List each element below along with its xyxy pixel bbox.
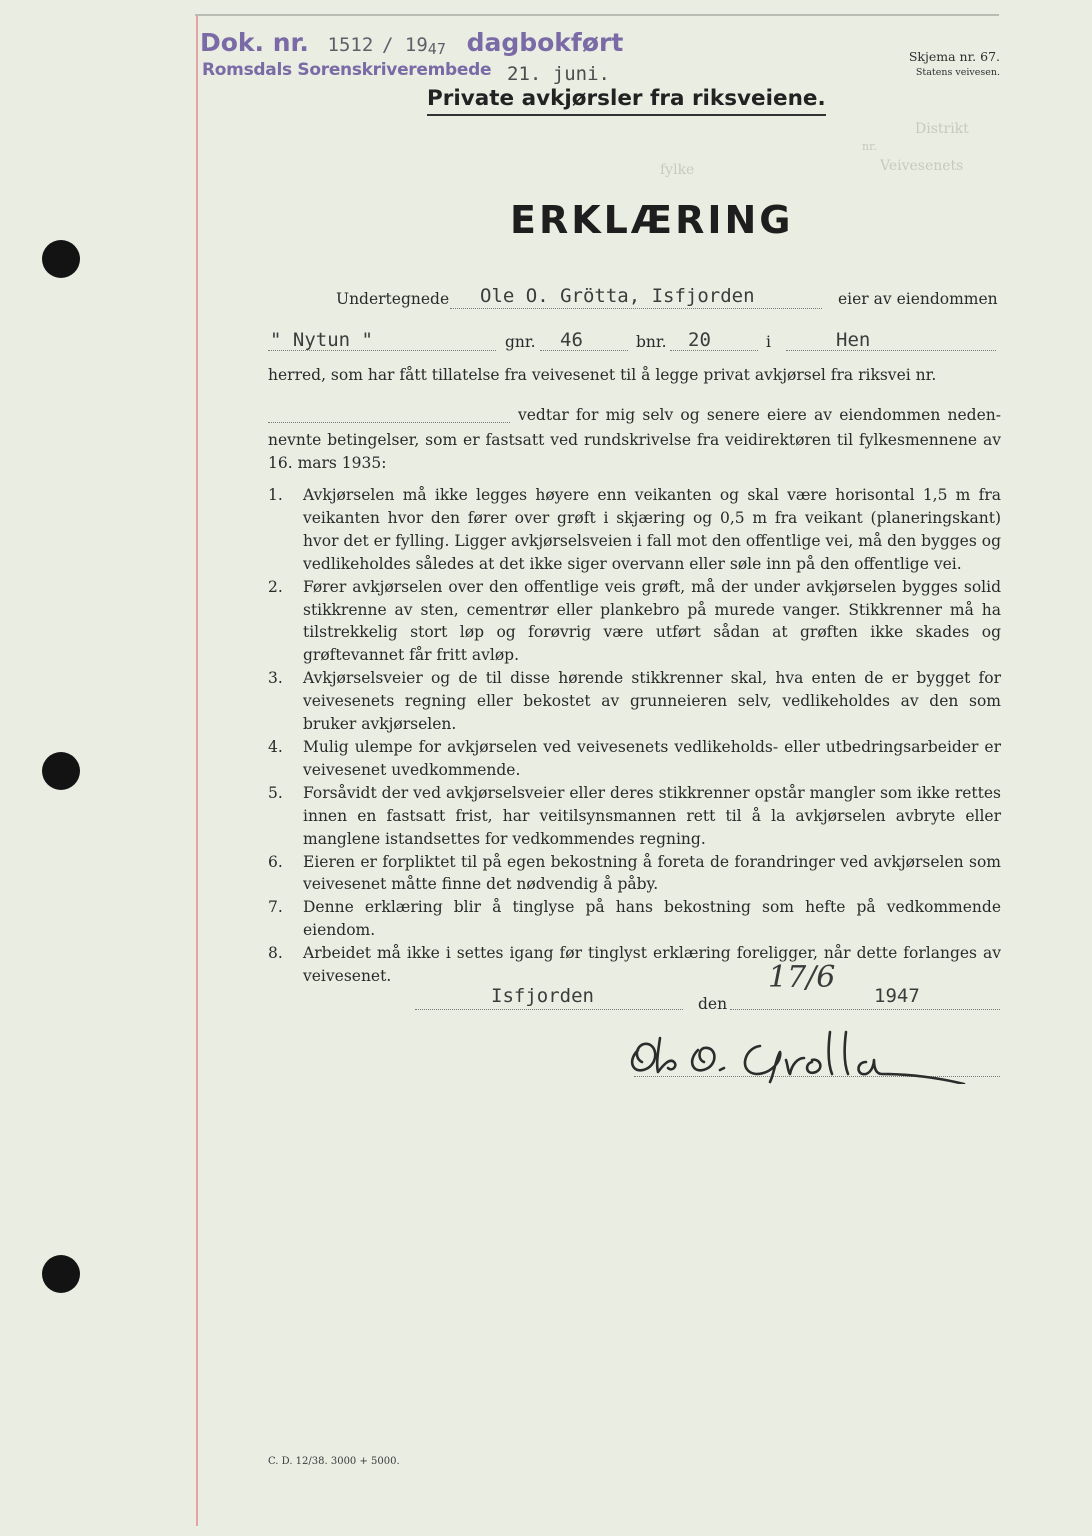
condition-text: Arbeidet må ikke i settes igang før tinglyst erklæring foreligger, når dette forlanges av veivesenet. [303, 944, 1001, 986]
condition-text: Denne erklæring blir å tinglyse på hans bekostning som hefte på vedkommende eiendom. [303, 898, 1001, 940]
punch-hole [42, 1255, 80, 1293]
owner-label: eier av eiendommen [838, 290, 998, 308]
declarant-name: Ole O. Grötta, Isfjorden [480, 285, 755, 307]
stamp-doc-number: 1512 [327, 34, 374, 56]
stamp-status: dagbokført [466, 28, 624, 57]
condition-item [268, 667, 1001, 736]
bnr-value: 20 [688, 329, 711, 351]
signing-date: 17/6 [768, 960, 836, 995]
condition-item [268, 576, 1001, 668]
condition-number: 5. [268, 783, 283, 802]
condition-number: 2. [268, 577, 283, 596]
condition-item [268, 896, 1001, 942]
condition-item [268, 851, 1001, 897]
municipality-dotted-line [786, 350, 996, 351]
condition-number: 4. [268, 737, 283, 756]
conditions-list [268, 484, 1001, 988]
gnr-label: gnr. [505, 333, 536, 351]
punch-hole [42, 752, 80, 790]
registration-stamp [200, 28, 623, 58]
stamp-label: Dok. nr. [200, 28, 309, 57]
conditions-intro: nevnte betingelser, som er fastsatt ved rundskrivelse fra veidirektøren til fylkesmennene av 16. mars 1935: [268, 431, 1001, 472]
punch-hole [42, 240, 80, 278]
stamp-date: 21. juni. [507, 63, 610, 85]
name-dotted-line [450, 308, 822, 309]
signing-place: Isfjorden [491, 985, 594, 1007]
condition-text: Eieren er forpliktet til på egen bekostning å foreta de forandringer ved avkjørselen som veivesenet måtte finne det nødvendig å påby. [303, 852, 1001, 894]
date-dotted-line [730, 1009, 1000, 1010]
form-print-code: C. D. 12/38. 3000 + 5000. [268, 1456, 400, 1467]
gnr-dotted-line [540, 350, 628, 351]
den-label: den [698, 995, 728, 1013]
place-dotted-line [415, 1009, 683, 1010]
permission-line: herred, som har fått tillatelse fra veivesenet til å legge privat avkjørsel fra riksvei nr. [268, 366, 937, 384]
signing-year: 1947 [874, 985, 920, 1007]
condition-text: Avkjørselsveier og de til disse hørende stikkrenner skal, hva enten de er bygget for veivesenets regning eller bekostet av grunneieren selv, vedlikeholdes av den som bruker avkjørselen. [303, 669, 1001, 734]
bnr-label: bnr. [636, 333, 667, 351]
road-number-dotted-line [268, 422, 510, 423]
condition-number: 8. [268, 944, 283, 963]
faint-text: fylke [660, 162, 695, 178]
i-label: i [766, 333, 771, 351]
form-number [909, 48, 1000, 80]
undertegnede-label: Undertegnede [336, 290, 450, 308]
property-name: " Nytun " [270, 329, 373, 351]
municipality-value: Hen [836, 329, 871, 351]
condition-item [268, 942, 1001, 988]
faint-text: Distrikt [915, 121, 969, 137]
faint-text: nr. [862, 140, 877, 153]
condition-number: 6. [268, 852, 283, 871]
condition-item [268, 484, 1001, 576]
document-title: ERKLÆRING [510, 198, 794, 242]
stamp-office: Romsdals Sorenskriverembede [202, 60, 492, 80]
stamp-year-suffix: 47 [427, 40, 446, 58]
bnr-dotted-line [670, 350, 758, 351]
form-issuer: Statens veivesen. [915, 67, 1000, 79]
form-number-text: Skjema nr. 67. [908, 49, 1000, 64]
vedtar-line: vedtar for mig selv og senere eiere av eiendommen neden- [518, 406, 1001, 424]
condition-text: Avkjørselen må ikke legges høyere enn veikanten og skal være horisontal 1,5 m fra veikanten hvor den fører over grøft i skjæring og 0,5 m fra veikant (planeringskant) hvor det er fylling. Ligger avkjørselsveien i fall mot den offentlige vei, må den bygges og vedlikeholdes således at det ikke siger overvann eller søle inn på den offentlige vei. [303, 486, 1001, 573]
condition-number: 3. [268, 669, 283, 688]
stamp-year-prefix: / 19 [382, 34, 428, 56]
condition-text: Fører avkjørselen over den offentlige veis grøft, må der under avkjørselen bygges solid stikkrenne av sten, cementrør eller plankebro på murede vanger. Stikkrenner må ha tilstrekkelig stort løp og forøvrig være utført sådan at grøften ikke skades og grøftevannet får fritt avløp. [303, 577, 1001, 665]
condition-number: 1. [268, 486, 283, 504]
condition-text: Forsåvidt der ved avkjørselsveier eller deres stikkrenner opstår mangler som ikke rettes innen en fastsatt frist, har veitilsynsmannen rett til å la avkjørselen avbryte eller manglene istandsettes for vedkommendes regning. [303, 783, 1001, 848]
condition-item [268, 782, 1001, 851]
top-border [195, 14, 999, 16]
condition-number: 7. [268, 898, 283, 917]
header-title: Private avkjørsler fra riksveiene. [427, 86, 826, 116]
condition-item [268, 736, 1001, 782]
condition-text: Mulig ulempe for avkjørselen ved veivesenets vedlikeholds- eller utbedringsarbeider er veivesenet uvedkommende. [303, 737, 1001, 779]
faint-text: Veivesenets [880, 158, 964, 174]
gnr-value: 46 [560, 329, 583, 351]
handwritten-signature [620, 1018, 980, 1084]
margin-line [196, 16, 198, 1526]
